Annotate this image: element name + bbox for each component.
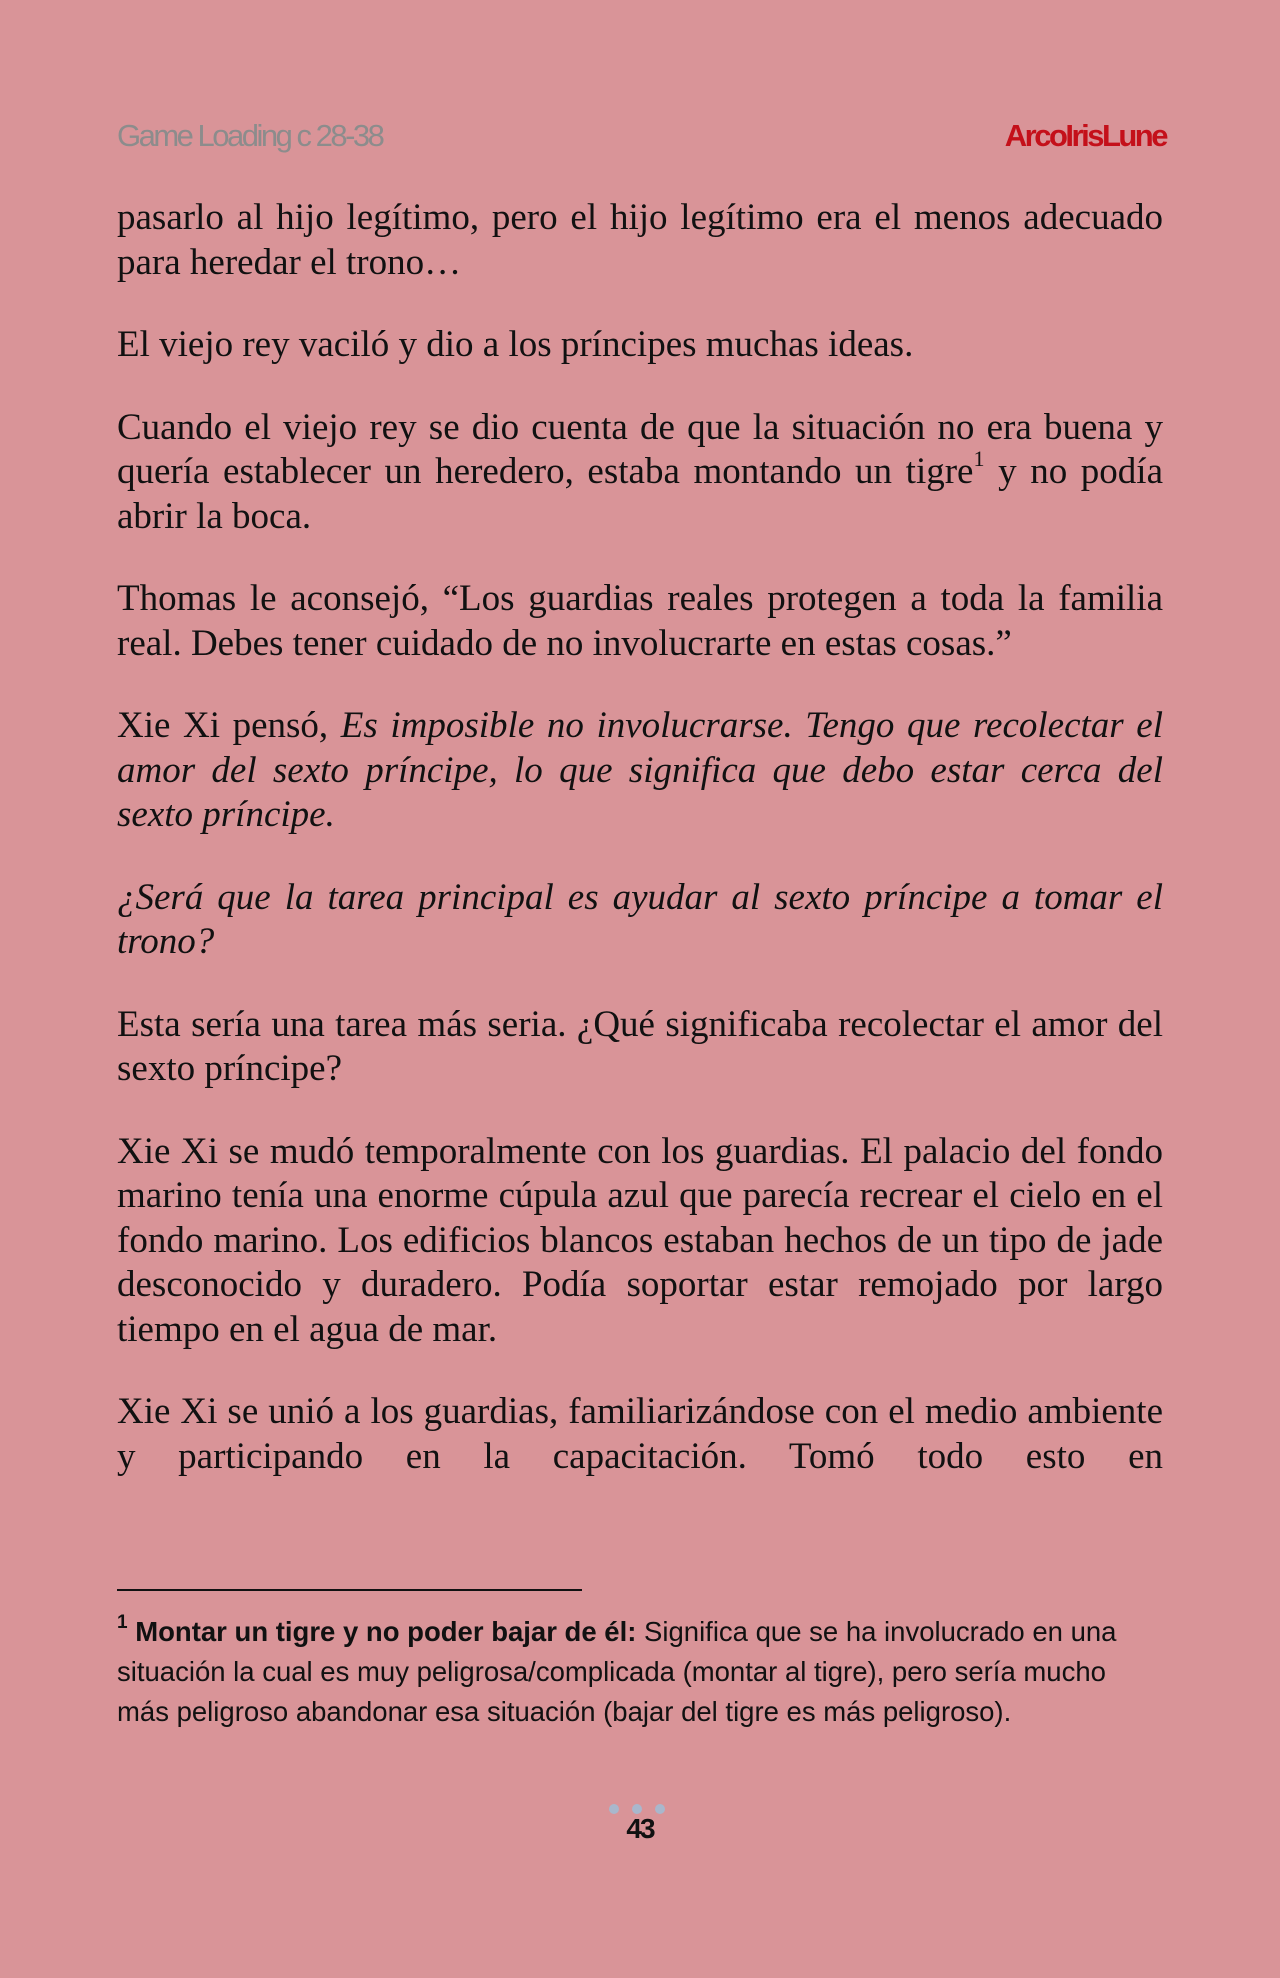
- footnote-text: Significa que se ha involucrado en una situación la cual es muy peligrosa/complicada (montar al tigre), pero sería mucho más peligroso abandonar esa situación (bajar del tigre es más peligroso).: [117, 1616, 1117, 1728]
- paragraph-text: y no podía abrir la boca.: [117, 451, 1164, 537]
- body-text: [117, 196, 1163, 1517]
- paragraph: El viejo rey vaciló y dio a los príncipes muchas ideas.: [117, 324, 914, 365]
- paragraph-text: Cuando el viejo rey se dio cuenta de que la situación no era buena y quería establecer un heredero, estaba montando un tigre: [117, 406, 1163, 492]
- footnote-number: 1: [117, 1612, 128, 1633]
- footnote-reference[interactable]: 1: [973, 445, 985, 471]
- page-number: 43: [626, 1813, 654, 1844]
- paragraph: Xie Xi se mudó temporalmente con los guardias. El palacio del fondo marino tenía una enorme cúpula azul que parecía recrear el cielo en el fondo marino. Los edificios blancos estaban hechos de un tipo de jade desconocido y duradero. Podía soportar estar remojado por largo tiempo en el agua de mar.: [117, 1130, 1163, 1350]
- paragraph: [117, 406, 1163, 540]
- paragraph: [117, 876, 1163, 965]
- footnote-term: Montar un tigre y no poder bajar de él:: [135, 1616, 637, 1648]
- italic-thought: ¿Será que la tarea principal es ayudar al sexto príncipe a tomar el trono?: [117, 876, 1163, 962]
- italic-thought: Es imposible no involucrarse. Tengo que recolectar el amor del sexto príncipe, lo que significa que debo estar cerca del sexto príncipe.: [117, 705, 1163, 835]
- footnote-divider: [117, 1589, 582, 1591]
- paragraph: pasarlo al hijo legítimo, pero el hijo legítimo era el menos adecuado para heredar el trono…: [117, 197, 1163, 283]
- running-header-author: ArcoIrisLune: [1004, 118, 1166, 153]
- paragraph: [117, 704, 1163, 838]
- paragraph: Esta sería una tarea más seria. ¿Qué significaba recolectar el amor del sexto príncipe?: [117, 1003, 1163, 1089]
- paragraph: Thomas le aconsejó, “Los guardias reales protegen a toda la familia real. Debes tener cuidado de no involucrarte en estas cosas.”: [117, 578, 1163, 664]
- paragraph: Xie Xi se unió a los guardias, familiarizándose con el medio ambiente y participando en la capacitación. Tomó todo esto en: [117, 1391, 1163, 1477]
- footnote: [117, 1606, 1163, 1732]
- running-header-title: Game Loading c 28-38: [117, 118, 383, 153]
- paragraph-text: Xie Xi pensó,: [117, 705, 341, 746]
